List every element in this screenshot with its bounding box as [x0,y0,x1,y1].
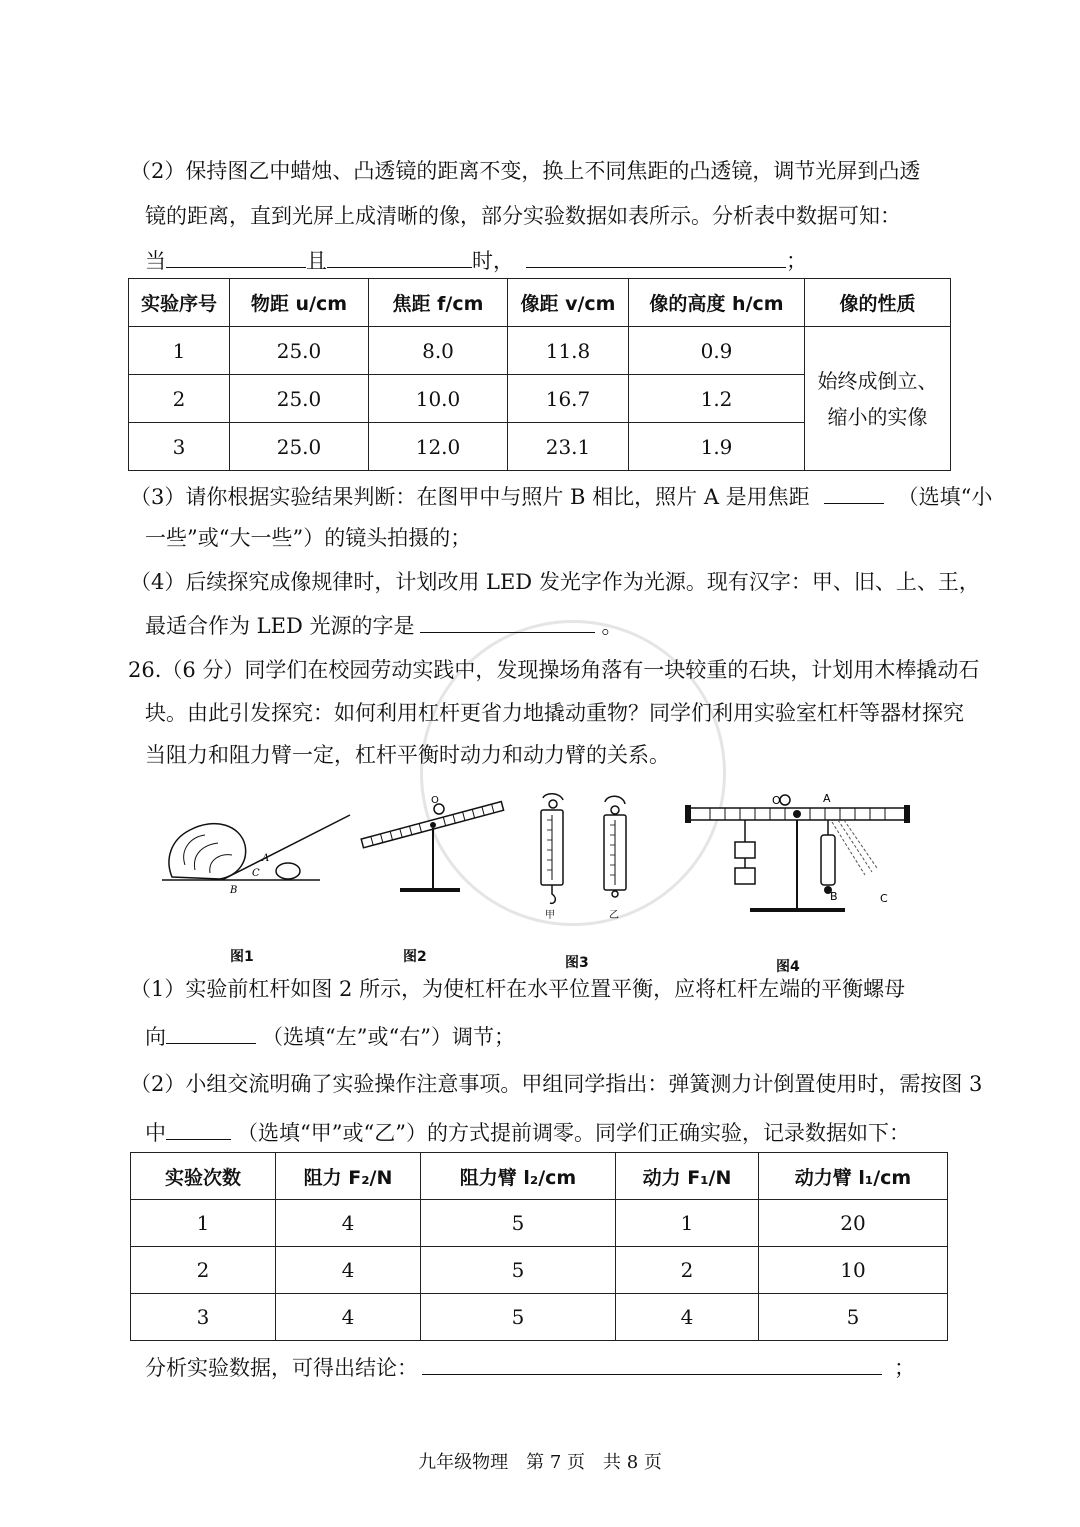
answer-blank[interactable] [166,1117,231,1140]
answer-blank[interactable] [166,245,306,268]
table-cell: 4 [276,1294,421,1341]
q26-p2-line1: （2）小组交流明确了实验操作注意事项。甲组同学指出：弹簧测力计倒置使用时，需按图 3 [130,1072,983,1096]
table-cell: 1 [616,1200,759,1247]
table-cell: 1.9 [629,423,805,471]
table-header: 像距 v/cm [508,279,629,327]
table-cell: 11.8 [508,327,629,375]
table-cell: 2 [131,1247,276,1294]
q25-p4-line2: 最适合作为 LED 光源的字是 。 [145,610,622,640]
fig3-label-yi: 乙 [609,910,619,920]
table-cell: 23.1 [508,423,629,471]
q26-intro-line3: 当阻力和阻力臂一定，杠杆平衡时动力和动力臂的关系。 [145,743,670,767]
table-cell: 3 [129,423,230,471]
table-cell: 2 [616,1247,759,1294]
table-cell: 20 [759,1200,948,1247]
table-cell: 16.7 [508,375,629,423]
table-cell: 4 [276,1247,421,1294]
table-header: 实验次数 [131,1153,276,1200]
answer-blank[interactable] [420,610,595,633]
table-header: 阻力臂 l₂/cm [421,1153,616,1200]
table-cell: 2 [129,375,230,423]
table-cell: 1 [131,1200,276,1247]
q25-p4-line1: （4）后续探究成像规律时，计划改用 LED 发光字作为光源。现有汉字：甲、旧、上、王， [130,570,980,594]
table-header: 像的高度 h/cm [629,279,805,327]
table-cell: 0.9 [629,327,805,375]
table-cell: 25.0 [230,327,369,375]
figure-4-caption: 图4 [776,959,800,975]
figure-2-caption: 图2 [403,949,427,965]
q25-p2-line2: 镜的距离，直到光屏上成清晰的像，部分实验数据如表所示。分析表中数据可知： [145,204,901,228]
q25-p2-line1: （2）保持图乙中蜡烛、凸透镜的距离不变，换上不同焦距的凸透镜，调节光屏到凸透 [130,159,921,183]
fig3-label-jia: 甲 [545,910,555,920]
table-cell: 4 [276,1200,421,1247]
table-cell: 3 [131,1294,276,1341]
table-header: 像的性质 [805,279,951,327]
figure-4-balanced-lever [680,790,920,920]
figure-1-rock-lever [160,805,360,895]
q25-p3-line2: 一些”或“大一些”）的镜头拍摄的； [145,526,472,550]
table-cell: 4 [616,1294,759,1341]
fig1-label-c: C [252,868,260,879]
fig4-label-o: O [772,794,781,807]
table-cell: 1 [129,327,230,375]
q25-p2-line3: 当 且 时， ； [145,245,807,275]
q26-p1-line1: （1）实验前杠杆如图 2 所示，为使杠杆在水平位置平衡，应将杠杆左端的平衡螺母 [130,977,906,1001]
image-property-cell: 始终成倒立、 缩小的实像 [805,327,951,471]
lens-data-table [128,278,951,471]
table-header: 实验序号 [129,279,230,327]
page-footer: 九年级物理 第 7 页 共 8 页 [418,1452,662,1473]
table-header: 焦距 f/cm [369,279,508,327]
table-cell: 10.0 [369,375,508,423]
table-cell: 5 [421,1200,616,1247]
fig2-label-o: O [431,795,439,806]
table-cell: 1.2 [629,375,805,423]
table-cell: 5 [421,1247,616,1294]
table-cell: 8.0 [369,327,508,375]
table-header: 动力 F₁/N [616,1153,759,1200]
fig1-label-b: B [230,885,238,895]
q26-p2-line2: 中 （选填“甲”或“乙”）的方式提前调零。同学们正确实验，记录数据如下： [145,1117,910,1147]
table-row [131,1200,948,1247]
q25-p3-line1: （3）请你根据实验结果判断：在图甲中与照片 B 相比，照片 A 是用焦距 （选填“小 [130,481,992,511]
q26-p1-line2: 向 （选填“左”或“右”）调节； [145,1021,515,1051]
lever-data-table [130,1152,948,1341]
fig4-label-b: B [830,890,838,903]
table-cell: 5 [421,1294,616,1341]
table-row [131,1294,948,1341]
fig4-label-c: C [880,892,888,905]
table-header: 动力臂 l₁/cm [759,1153,948,1200]
figure-3-spring-scales [525,790,655,920]
q26-conclusion-line: 分析实验数据，可得出结论： ； [145,1352,915,1382]
table-row [131,1247,948,1294]
answer-blank[interactable] [422,1352,882,1375]
answer-blank[interactable] [166,1021,256,1044]
table-cell: 10 [759,1247,948,1294]
table-cell: 5 [759,1294,948,1341]
table-row [129,327,951,375]
figure-1-caption: 图1 [230,949,254,965]
answer-blank[interactable] [327,245,472,268]
answer-blank[interactable] [526,245,786,268]
q26-intro-line2: 块。由此引发探究：如何利用杠杆更省力地撬动重物？同学们利用实验室杠杆等器材探究 [145,701,964,725]
fig1-label-a: A [262,853,270,864]
table-cell: 25.0 [230,375,369,423]
answer-blank[interactable] [824,481,884,504]
figure-3-caption: 图3 [565,955,589,971]
figure-2-tilted-lever [355,795,515,905]
q26-intro-line1: 26.（6 分）同学们在校园劳动实践中，发现操场角落有一块较重的石块，计划用木棒撬动石 [128,658,980,682]
table-cell: 12.0 [369,423,508,471]
table-header: 物距 u/cm [230,279,369,327]
table-cell: 25.0 [230,423,369,471]
fig4-label-a: A [823,792,831,805]
table-header: 阻力 F₂/N [276,1153,421,1200]
